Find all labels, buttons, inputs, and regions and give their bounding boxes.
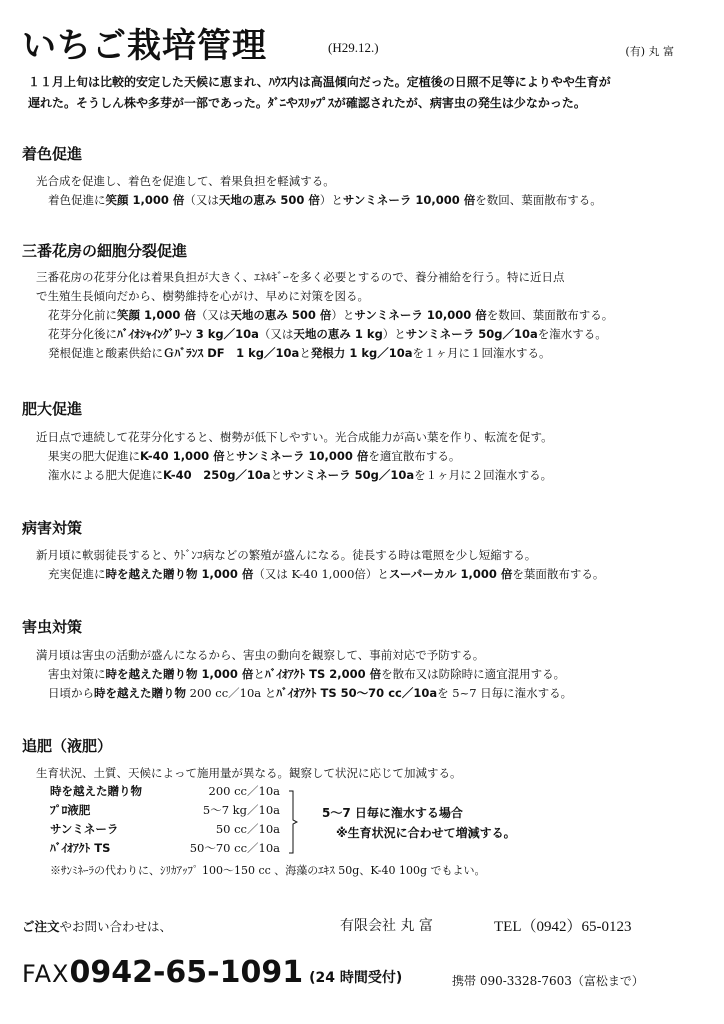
fertilizer-amount: 50 cc／10a (215, 822, 280, 836)
fertilizer-name: サンミネーラ (50, 822, 119, 836)
table-row (50, 783, 280, 802)
fax-hours: (24 時間受付) (309, 970, 403, 986)
fertilizer-name: ﾊﾞｲｵｱｸﾄ TS (50, 841, 111, 855)
fertilizer-footnote: ※ｻﾝﾐﾈｰﾗの代わりに、ｼﾘｶｱｯﾌﾟ 100～150 cc 、海藻のｴｷｽ 50g、K-40 100g でもよい。 (50, 864, 486, 877)
body-line: 近日点で連続して花芽分化すると、樹勢が低下しやすい。光合成能力が高い葉を作り、転流を促す。 (36, 430, 553, 444)
bracket-icon (288, 790, 298, 854)
body-line: 日頃から時を越えた贈り物 200 cc／10a とﾊﾞｲｵｱｸﾄ TS 50～70 cc／10aを 5~7 日毎に潅水する。 (48, 686, 573, 700)
body-line: 害虫対策に時を越えた贈り物 1,000 倍とﾊﾞｲｵｱｸﾄ TS 2,000 倍を散布又は防除時に適宜混用する。 (48, 667, 566, 681)
section-heading-disease: 病害対策 (22, 519, 83, 537)
title-row (22, 18, 702, 66)
section-body-coloring (36, 172, 706, 210)
fax-label: FAX (22, 960, 70, 988)
table-row (50, 821, 280, 840)
page-title: いちご栽培管理 (22, 26, 267, 66)
intro-paragraph (28, 72, 708, 114)
section-heading-pest: 害虫対策 (22, 618, 83, 636)
section-heading-enlargement: 肥大促進 (22, 400, 83, 418)
fertilizer-notes (322, 803, 516, 843)
table-row (50, 802, 280, 821)
fax-row (22, 955, 402, 990)
body-line: 果実の肥大促進にK-40 1,000 倍とサンミネーラ 10,000 倍を適宜散布する。 (48, 449, 461, 463)
body-line: 三番花房の花芽分化は着果負担が大きく、ｴﾈﾙｷﾞｰを多く必要とするので、養分補給を行う。特に近日点 (36, 270, 565, 284)
section-body-flower-bud (36, 268, 706, 363)
section-body-enlargement (36, 428, 706, 485)
body-line: 充実促進に時を越えた贈り物 1,000 倍（又は K-40 1,000倍）とスーパーカル 1,000 倍を葉面散布する。 (48, 567, 605, 581)
body-line: 新月頃に軟弱徒長すると、ｳﾄﾞﾝｺ病などの繁殖が盛んになる。徒長する時は電照を少し短縮する。 (36, 548, 537, 562)
intro-line: １１月上旬は比較的安定した天候に恵まれ、ﾊｳｽ内は高温傾向だった。定植後の日照不足等によりやや生育が (28, 75, 611, 89)
section-body-fertilizer (36, 764, 706, 783)
fertilizer-amount: 200 cc／10a (208, 784, 280, 798)
section-heading-coloring: 着色促進 (22, 145, 83, 163)
body-line: 着色促進に笑顔 1,000 倍（又は天地の恵み 500 倍）とサンミネーラ 10,000 倍を数回、葉面散布する。 (48, 193, 602, 207)
section-body-pest (36, 646, 706, 703)
note-line: ※生育状況に合わせて増減する。 (336, 826, 516, 840)
intro-line: 遅れた。そうしん株や多芽が一部であった。ﾀﾞﾆやｽﾘｯﾌﾟｽが確認されたが、病害虫の発生は少なかった。 (28, 96, 586, 110)
fertilizer-table (50, 783, 280, 859)
contact-label: ご注文やお問い合わせは、 (22, 919, 173, 934)
table-row (50, 840, 280, 859)
body-line: 生育状況、土質、天候によって施用量が異なる。観察して状況に応じて加減する。 (36, 766, 462, 780)
company-short-name: (有) 丸 富 (625, 45, 674, 58)
body-line: 花芽分化前に笑顔 1,000 倍（又は天地の恵み 500 倍）とサンミネーラ 10,000 倍を数回、葉面散布する。 (48, 308, 614, 322)
body-line: 花芽分化後にﾊﾞｲｵｼｬｲﾝｸﾞﾘｰﾝ 3 kg／10a（又は天地の恵み 1 kg）とサンミネーラ 50g／10aを潅水する。 (48, 327, 607, 341)
note-line: 5～7 日毎に潅水する場合 (322, 806, 463, 820)
tel-number: TEL（0942）65-0123 (494, 919, 632, 935)
body-line: 満月頃は害虫の活動が盛んになるから、害虫の動向を観察して、事前対応で予防する。 (36, 648, 485, 662)
company-name: 有限会社 丸 富 (340, 918, 433, 934)
issue-date: (H29.12.) (328, 40, 379, 55)
mobile-number: 携帯 090-3328-7603（富松まで） (452, 974, 644, 988)
body-line: で生殖生長傾向だから、樹勢維持を心がけ、早めに対策を図る。 (36, 289, 370, 303)
body-line: 光合成を促進し、着色を促進して、着果負担を軽減する。 (36, 174, 335, 188)
fertilizer-name: ﾌﾟﾛ液肥 (50, 803, 91, 817)
body-line: 発根促進と酸素供給にＧﾊﾞﾗﾝｽ DF 1 kg／10aと発根力 1 kg／10aを１ヶ月に１回潅水する。 (48, 346, 551, 360)
fertilizer-amount: 50～70 cc／10a (189, 841, 280, 855)
section-body-disease (36, 546, 706, 584)
fertilizer-name: 時を越えた贈り物 (50, 784, 142, 798)
fertilizer-amount: 5～7 kg／10a (202, 803, 280, 817)
section-heading-fertilizer: 追肥（液肥） (22, 737, 113, 755)
body-line: 潅水による肥大促進にK-40 250g／10aとサンミネーラ 50g／10aを１ヶ月に２回潅水する。 (48, 468, 553, 482)
section-heading-flower-bud: 三番花房の細胞分裂促進 (22, 242, 188, 260)
fax-number: 0942-65-1091 (69, 955, 304, 990)
